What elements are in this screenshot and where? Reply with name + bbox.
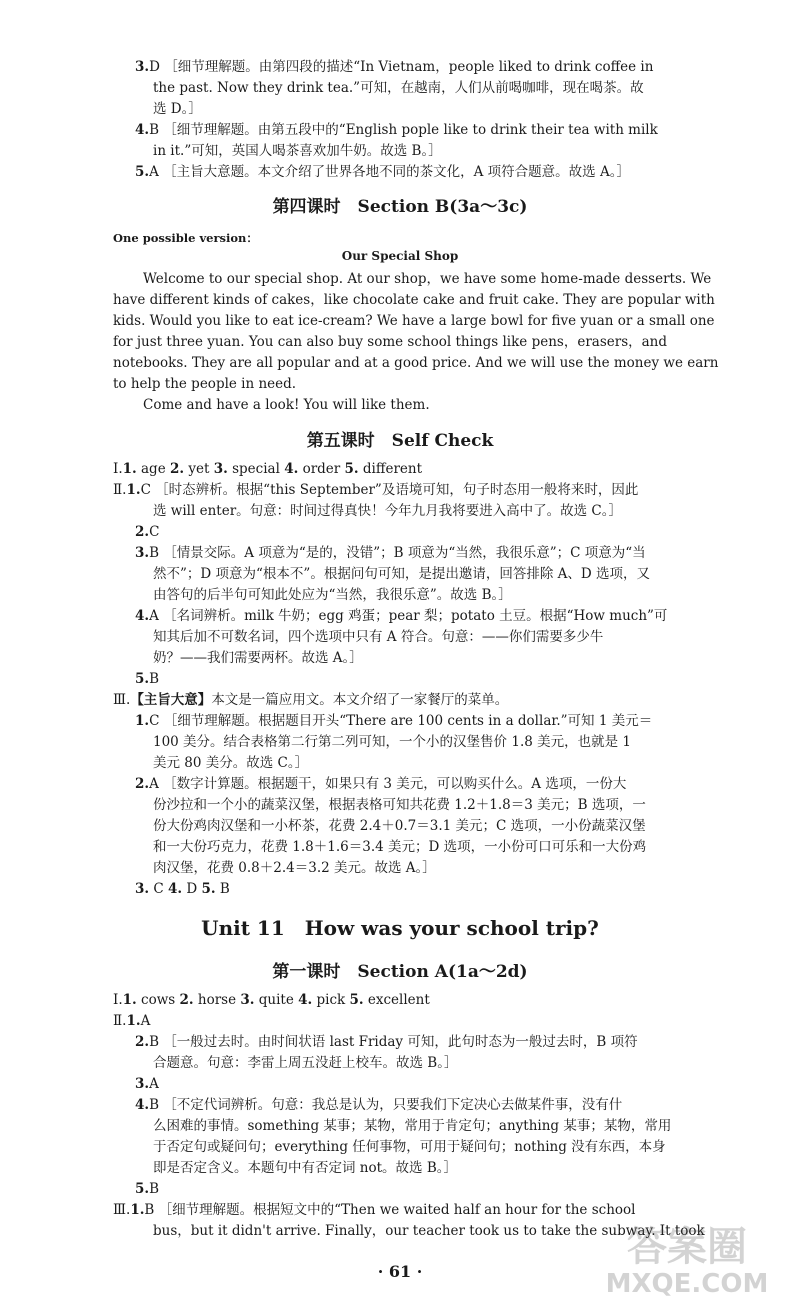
section-a-ii-4-line3: 于否定句或疑问句；everything 任何事物，可用于疑问句；nothing 没有东西，本身 (153, 1139, 666, 1155)
self-check-iii-1: 1.C ［细节理解题。根据题目开头“There are 100 cents in a dollar.”可知 1 美元＝ (135, 713, 653, 729)
section-heading-b3a: 第四课时 Section B(3a～3c) (272, 197, 528, 217)
answer-4: 4.B ［细节理解题。由第五段中的“English pople like to drink their tea with milk (135, 122, 658, 138)
self-check-part-1: Ⅰ.1. age 2. yet 3. special 4. order 5. different (113, 461, 423, 477)
section-heading-a1a: 第一课时 Section A(1a～2d) (272, 962, 528, 982)
self-check-ii-3: 3.B ［情景交际。A 项意为“是的，没错”；B 项意为“当然，我很乐意”；C 项意为“当 (135, 545, 646, 561)
section-a-iii-1: Ⅲ.1.B ［细节理解题。根据短文中的“Then we waited half an hour for the school (113, 1202, 636, 1218)
section-a-ii-4-line4: 即是否定含义。本题句中有否定词 not。故选 B。］ (153, 1160, 457, 1176)
unit-title: Unit 11 How was your school trip? (201, 916, 599, 940)
answer-3: 3.D ［细节理解题。由第四段的描述“In Vietnam，people liked to drink coffee in (135, 59, 654, 75)
self-check-iii-2: 2.A ［数字计算题。根据题干，如果只有 3 美元，可以购买什么。A 选项，一份大 (135, 776, 627, 792)
essay-line-5: notebooks. They are all popular and at a good price. And we will use the money we earn (113, 355, 719, 371)
self-check-ii-5: 5.B (135, 671, 160, 687)
possible-version-label: One possible version： (113, 231, 258, 245)
answer-5: 5.A ［主旨大意题。本文介绍了世界各地不同的茶文化，A 项符合题意。故选 A。］ (135, 164, 630, 180)
section-a-ii-2-line2: 合题意。句意：李雷上周五没赶上校车。故选 B。］ (153, 1055, 458, 1071)
self-check-iii-1-line3: 美元 80 美分。故选 C。］ (153, 755, 309, 771)
section-a-ii-3: 3.A (135, 1076, 159, 1092)
essay-line-2: have different kinds of cakes，like chocolate cake and fruit cake. They are popular with (113, 292, 715, 308)
self-check-iii-2-line3: 份大份鸡肉汉堡和一小杯茶，花费 2.4＋0.7＝3.1 美元；C 选项，一小份蔬菜汉堡 (153, 818, 646, 834)
section-a-part-1: Ⅰ.1. cows 2. horse 3. quite 4. pick 5. excellent (113, 992, 430, 1008)
essay-line-1: Welcome to our special shop. At our shop，we have some home-made desserts. We (143, 271, 712, 287)
section-a-ii-4-line2: 么困难的事情。something 某事；某物，常用于肯定句；anything 某事；某物，常用 (153, 1118, 672, 1134)
section-heading-self-check: 第五课时 Self Check (306, 431, 494, 451)
section-a-ii-5: 5.B (135, 1181, 160, 1197)
essay-line-3: kids. Would you like to eat ice-cream? We have a large bowl for five yuan or a small one (113, 313, 715, 329)
self-check-ii-3-line2: 然不”；D 项意为“根本不”。根据问句可知，是提出邀请，回答排除 A、D 选项，又 (153, 566, 650, 582)
essay-title: Our Special Shop (341, 249, 459, 263)
self-check-ii-4-line2: 知其后加不可数名词，四个选项中只有 A 符合。句意：——你们需要多少牛 (153, 629, 604, 645)
watermark-logo (592, 1212, 782, 1302)
self-check-ii-2: 2.C (135, 524, 160, 540)
page-number: · 61 · (377, 1262, 423, 1281)
answer-3-line2: the past. Now they drink tea.”可知，在越南，人们从前喝咖啡，现在喝茶。故 (153, 80, 644, 96)
self-check-iii-2-line2: 份沙拉和一个小的蔬菜汉堡，根据表格可知共花费 1.2＋1.8＝3 美元；B 选项，一 (153, 797, 646, 813)
essay-line-6: to help the people in need. (113, 376, 297, 392)
self-check-ii-1: Ⅱ.1.C ［时态辨析。根据“this September”及语境可知，句子时态用一般将来时，因此 (113, 482, 639, 498)
self-check-iii-1-line2: 100 美分。结合表格第二行第二列可知，一个小的汉堡售价 1.8 美元，也就是 1 (153, 734, 631, 750)
answer-3-line3: 选 D。］ (153, 101, 202, 117)
self-check-ii-1-line2: 选 will enter。句意：时间过得真快！今年九月我将要进入高中了。故选 C。］ (153, 503, 623, 519)
self-check-iii-2-line5: 肉汉堡，花费 0.8＋2.4＝3.2 美元。故选 A。］ (153, 860, 436, 876)
section-a-ii-4: 4.B ［不定代词辨析。句意：我总是认为，只要我们下定决心去做某件事，没有什 (135, 1097, 623, 1113)
answer-4-line2: in it.”可知，英国人喝茶喜欢加牛奶。故选 B。］ (153, 143, 442, 159)
section-a-iii-1-line2: bus，but it didn't arrive. Finally，our teacher took us to take the subway. It took (153, 1223, 705, 1239)
essay-line-4: for just three yuan. You can also buy some school things like pens，erasers，and (113, 334, 668, 350)
svg-text:MXQE.COM: MXQE.COM (605, 1269, 769, 1299)
essay-line-7: Come and have a look! You will like them. (143, 397, 430, 413)
self-check-iii-2-line4: 和一大份巧克力，花费 1.8＋1.6＝3.4 美元；D 选项，一小份可口可乐和一大份鸡 (153, 839, 647, 855)
section-a-ii-1: Ⅱ.1.A (113, 1013, 151, 1029)
self-check-ii-4-line3: 奶？——我们需要两杯。故选 A。］ (153, 650, 363, 666)
section-a-ii-2: 2.B ［一般过去时。由时间状语 last Friday 可知，此句时态为一般过去时，B 项符 (135, 1034, 638, 1050)
svg-text:答案圈: 答案圈 (627, 1224, 747, 1270)
self-check-ii-3-line3: 由答句的后半句可知此处应为“当然，我很乐意”。故选 B。］ (153, 587, 512, 603)
self-check-iii-3-5: 3. C 4. D 5. B (135, 881, 230, 897)
self-check-iii-summary: Ⅲ.【主旨大意】本文是一篇应用文。本文介绍了一家餐厅的菜单。 (113, 692, 509, 708)
self-check-ii-4: 4.A ［名词辨析。milk 牛奶；egg 鸡蛋；pear 梨；potato 土豆。根据“How much”可 (135, 608, 668, 624)
